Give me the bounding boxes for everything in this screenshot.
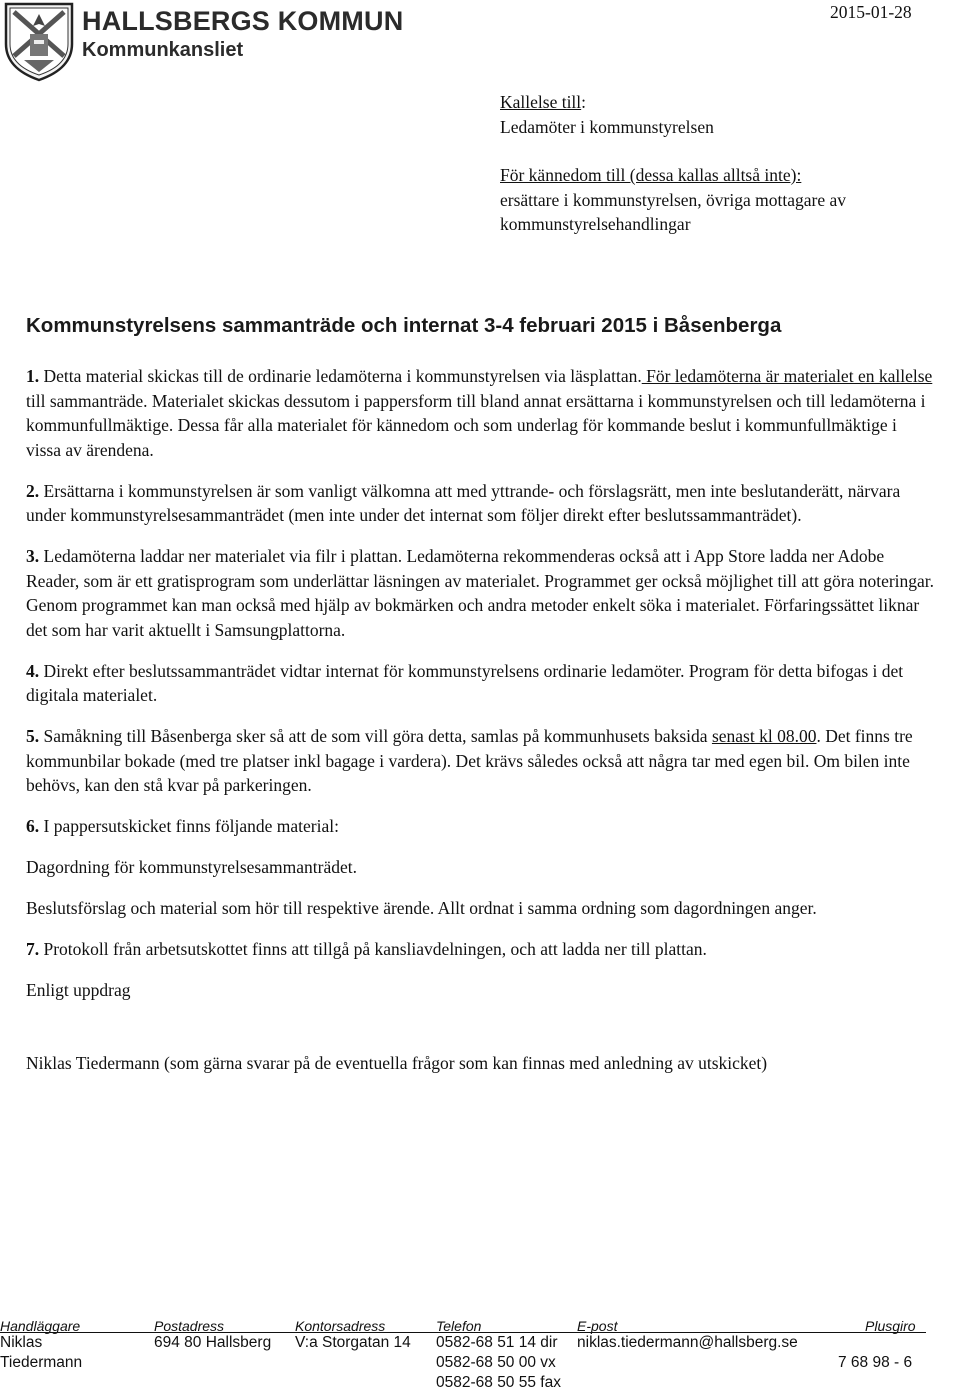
item-text-underlined: För ledamöterna är materialet en kallelse bbox=[641, 366, 933, 386]
item-number: 6. bbox=[26, 816, 40, 836]
item-number: 3. bbox=[26, 546, 40, 566]
item-text: Protokoll från arbetsutskottet finns att tillgå på kansliavdelningen, och att ladda ner till plattan. bbox=[39, 939, 707, 959]
recipients-block bbox=[500, 90, 950, 237]
footer-heading-plusgiro: Plusgiro bbox=[865, 1318, 916, 1334]
material-1: Dagordning för kommunstyrelsesammanträdet. bbox=[26, 857, 357, 877]
item-text: Ledamöterna laddar ner materialet via filr i plattan. Ledamöterna rekommenderas också att i App Store ladda ner Adobe Reader, som är ett gratisprogram som underlättar läsningen av materialet. Programmet ger också möjlighet till att göra noteringar. Genom programmet kan man också med hjälp av bokmärken och andra metoder enkelt söka i materialet. Förfaringssättet liknar det som har varit aktuellt i Samsungplattorna. bbox=[26, 546, 935, 640]
item-1 bbox=[26, 364, 936, 462]
item-text: Direkt efter beslutssammanträdet vidtar internat för kommunstyrelsens ordinarie ledamöter. Program för detta bifogas i det digitala materialet. bbox=[26, 660, 904, 705]
info-heading: För kännedom till (dessa kallas alltså inte): bbox=[500, 165, 802, 185]
item-text: . Det finns tre kommunbilar bokade (med tre platser inkl bagage i vardera). Det krävs således också att några tar med egen bil. Om bilen inte behövs, kan den stå kvar på parkeringen. bbox=[26, 726, 913, 795]
item-number: 4. bbox=[26, 660, 40, 681]
footer-heading-telefon: Telefon bbox=[436, 1318, 482, 1334]
invite-recipient: Ledamöter i kommunstyrelsen bbox=[500, 116, 714, 137]
item-text: I pappersutskicket finns följande material: bbox=[39, 816, 339, 836]
item-text: till sammanträde. Materialet skickas dessutom i pappersform till bland annat ersättarna i kommunstyrelsen och till ledamöterna i kommunfullmäktige. Dessa får alla materialet för kännedom och som underlag för kommande beslut i kommunfullmäktige i vissa av ärendena. bbox=[26, 390, 926, 460]
footer-phone-direct: 0582-68 51 14 dir bbox=[436, 1334, 558, 1351]
item-text-underlined: senast kl 08.00 bbox=[711, 726, 817, 746]
item-text: Samåkning till Båsenberga sker så att de som vill göra detta, samlas på kommunhusets baksida bbox=[39, 726, 712, 746]
footer-email: niklas.tiedermann@hallsberg.se bbox=[577, 1334, 798, 1351]
item-number: 1. bbox=[26, 366, 40, 386]
footer-postadress: 694 80 Hallsberg bbox=[154, 1334, 272, 1351]
footer-plusgiro: 7 68 98 - 6 bbox=[838, 1354, 913, 1371]
footer-phone-switchboard: 0582-68 50 00 vx bbox=[436, 1354, 556, 1371]
closing-phrase: Enligt uppdrag bbox=[26, 980, 131, 1000]
item-5 bbox=[26, 724, 936, 798]
logo-municipality-name: HALLSBERGS KOMMUN bbox=[82, 6, 404, 36]
footer-phone-fax: 0582-68 50 55 fax bbox=[436, 1374, 561, 1391]
document-body bbox=[26, 364, 936, 1092]
page-title: Kommunstyrelsens sammanträde och internat 3-4 februari 2015 i Båsenberga bbox=[26, 314, 782, 337]
footer-name-line1: Niklas bbox=[0, 1334, 43, 1351]
document-date: 2015-01-28 bbox=[830, 2, 912, 22]
item-text: Detta material skickas till de ordinarie ledamöterna i kommunstyrelsen via läsplattan. bbox=[39, 366, 642, 386]
item-number: 7. bbox=[26, 939, 40, 959]
footer-kontorsadress: V:a Storgatan 14 bbox=[295, 1334, 411, 1351]
material-2: Beslutsförslag och material som hör till respektive ärende. Allt ordnat i samma ordning som dagordningen anger. bbox=[26, 898, 817, 918]
item-7 bbox=[26, 937, 936, 962]
item-text: Ersättarna i kommunstyrelsen är som vanligt välkomna att med yttrande- och förslagsrätt, men inte beslutanderätt, närvara under kommunstyrelsesammanträdet (men inte under det internat som följer direkt efter beslutssammanträdet). bbox=[26, 480, 901, 525]
item-4 bbox=[26, 659, 936, 708]
footer-heading-postadress: Postadress bbox=[154, 1318, 225, 1334]
footer-heading-epost: E-post bbox=[577, 1318, 618, 1334]
item-number: 5. bbox=[26, 726, 40, 746]
signature: Niklas Tiedermann (som gärna svarar på de eventuella frågor som kan finnas med anledning av utskicket) bbox=[26, 1052, 768, 1073]
item-2 bbox=[26, 479, 936, 528]
footer-heading-kontorsadress: Kontorsadress bbox=[295, 1318, 386, 1334]
info-recipient-line1: ersättare i kommunstyrelsen, övriga mottagare av bbox=[500, 189, 846, 210]
footer-heading-handlaggare: Handläggare bbox=[0, 1318, 81, 1334]
item-6 bbox=[26, 814, 936, 839]
invite-colon: : bbox=[581, 92, 587, 112]
item-number: 2. bbox=[26, 480, 40, 501]
footer-name-line2: Tiedermann bbox=[0, 1354, 83, 1371]
invite-label: Kallelse till bbox=[500, 92, 582, 112]
crest-shield-icon bbox=[6, 4, 72, 80]
info-recipient-line2: kommunstyrelsehandlingar bbox=[500, 214, 691, 234]
item-3 bbox=[26, 544, 936, 642]
invite-heading bbox=[500, 90, 950, 115]
logo-department-name: Kommunkansliet bbox=[82, 39, 244, 61]
